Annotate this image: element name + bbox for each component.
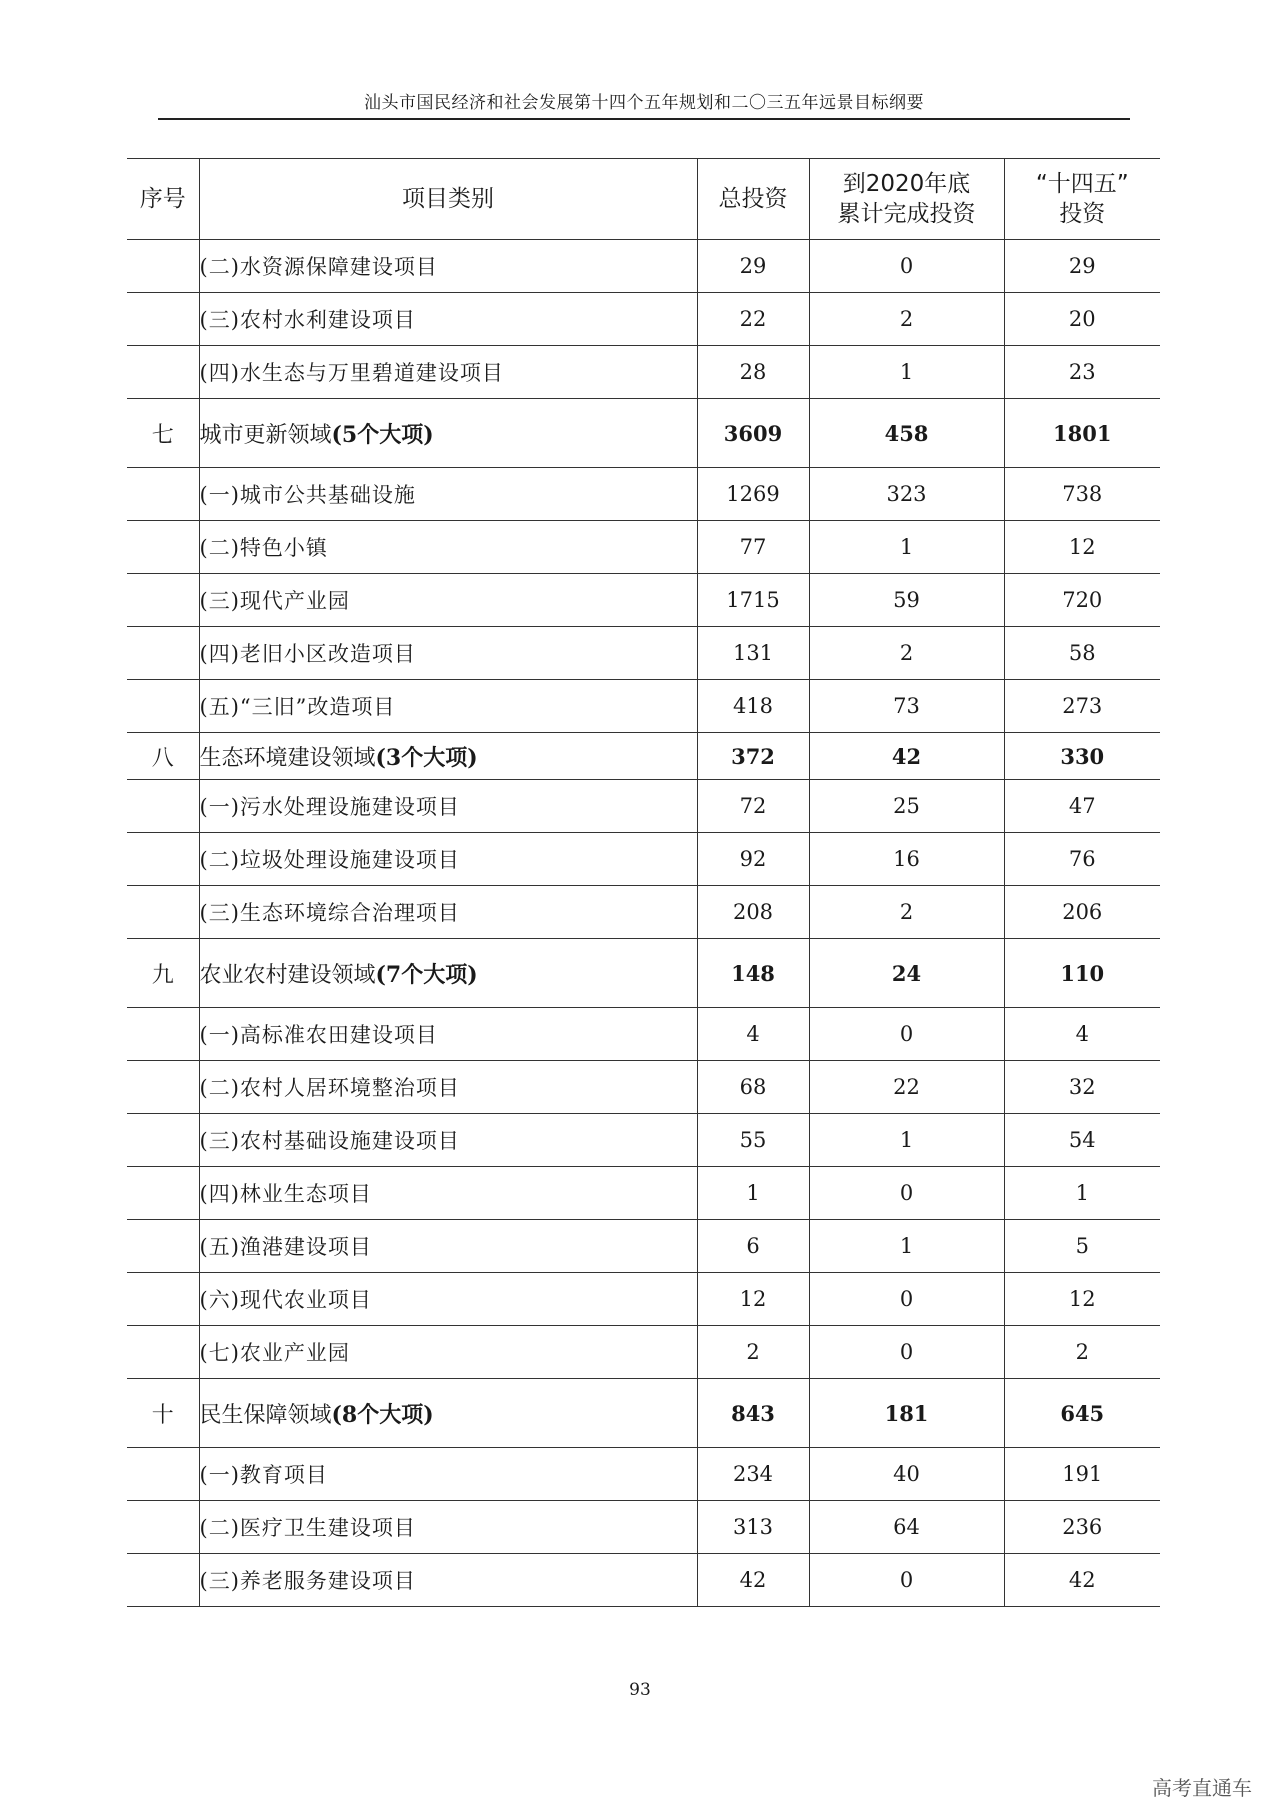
row-completed-investment: 22 [809,1061,1004,1114]
row-total-investment: 313 [697,1501,809,1554]
row-plan-investment: 29 [1004,240,1160,293]
row-category-name [199,680,697,733]
row-seq [127,780,199,833]
row-category-name [199,468,697,521]
row-category-name [199,780,697,833]
row-completed-investment: 0 [809,1554,1004,1607]
row-category-name [199,1326,697,1379]
row-completed-investment: 73 [809,680,1004,733]
investment-table [127,158,1160,1607]
header-plan-line1: “十四五” [1035,171,1129,197]
row-total-investment: 1269 [697,468,809,521]
table-row-subitem [127,468,1160,521]
row-completed-investment: 40 [809,1448,1004,1501]
row-seq [127,1326,199,1379]
table-row-subitem [127,886,1160,939]
row-total-investment: 148 [697,939,809,1008]
table-row-subitem [127,1554,1160,1607]
row-plan-investment: 738 [1004,468,1160,521]
table-row-subitem [127,780,1160,833]
table-row-category [127,733,1160,780]
row-total-investment: 68 [697,1061,809,1114]
row-plan-investment: 2 [1004,1326,1160,1379]
header-completed-line1: 到2020年底 [842,171,971,197]
row-completed-investment: 1 [809,1114,1004,1167]
row-name-text: (二)特色小镇 [199,536,328,560]
row-completed-investment: 16 [809,833,1004,886]
row-name-text: (三)生态环境综合治理项目 [199,901,460,925]
row-plan-investment: 58 [1004,627,1160,680]
row-plan-investment: 273 [1004,680,1160,733]
row-category-name [199,346,697,399]
table-row-subitem [127,1114,1160,1167]
row-completed-investment: 64 [809,1501,1004,1554]
row-plan-investment: 76 [1004,833,1160,886]
row-category-name [199,240,697,293]
row-plan-investment: 23 [1004,346,1160,399]
row-total-investment: 1715 [697,574,809,627]
row-name-text: (七)农业产业园 [199,1341,350,1365]
row-category-name [199,1167,697,1220]
row-completed-investment: 1 [809,346,1004,399]
row-name-text: (五)“三旧”改造项目 [199,695,396,719]
row-completed-investment: 323 [809,468,1004,521]
row-category-name [199,1061,697,1114]
row-completed-investment: 59 [809,574,1004,627]
row-plan-investment: 5 [1004,1220,1160,1273]
row-plan-investment: 236 [1004,1501,1160,1554]
table-row-subitem [127,240,1160,293]
row-plan-investment: 12 [1004,1273,1160,1326]
header-seq: 序号 [127,159,199,240]
row-plan-investment: 20 [1004,293,1160,346]
row-plan-investment: 191 [1004,1448,1160,1501]
row-category-name [199,1501,697,1554]
row-seq [127,833,199,886]
row-total-investment: 2 [697,1326,809,1379]
row-plan-investment: 32 [1004,1061,1160,1114]
row-category-name [199,1273,697,1326]
table-row-subitem [127,680,1160,733]
header-plan-line2: 投资 [1059,201,1106,227]
row-name-text: (二)医疗卫生建设项目 [199,1516,416,1540]
table-row-subitem [127,293,1160,346]
row-name-text: 城市更新领域 [199,422,332,448]
row-total-investment: 418 [697,680,809,733]
row-name-text: (四)老旧小区改造项目 [199,642,416,666]
row-total-investment: 6 [697,1220,809,1273]
row-total-investment: 42 [697,1554,809,1607]
header-completed-line2: 累计完成投资 [837,201,976,227]
watermark: 高考直通车 [1152,1776,1252,1800]
row-plan-investment: 4 [1004,1008,1160,1061]
document-header: 汕头市国民经济和社会发展第十四个五年规划和二〇三五年远景目标纲要 [364,93,924,113]
row-name-text: (一)教育项目 [199,1463,328,1487]
table-row-subitem [127,1008,1160,1061]
row-completed-investment: 2 [809,293,1004,346]
table-row-subitem [127,1061,1160,1114]
row-category-name [199,399,697,468]
row-name-count: (8个大项) [331,1401,434,1428]
row-total-investment: 843 [697,1379,809,1448]
row-total-investment: 12 [697,1273,809,1326]
row-category-name [199,574,697,627]
row-completed-investment: 2 [809,627,1004,680]
table-row-subitem [127,1273,1160,1326]
row-total-investment: 22 [697,293,809,346]
row-seq: 八 [127,733,199,780]
table-row-subitem [127,627,1160,680]
row-category-name [199,1114,697,1167]
row-name-text: 农业农村建设领域 [199,962,376,988]
row-name-text: (二)水资源保障建设项目 [199,255,438,279]
row-seq [127,627,199,680]
row-name-text: (一)污水处理设施建设项目 [199,795,460,819]
row-name-text: (二)垃圾处理设施建设项目 [199,848,460,872]
row-category-name [199,1448,697,1501]
row-category-name [199,833,697,886]
row-plan-investment: 12 [1004,521,1160,574]
row-category-name [199,1554,697,1607]
row-name-text: 民生保障领域 [199,1402,332,1428]
table-row-subitem [127,1501,1160,1554]
row-plan-investment: 645 [1004,1379,1160,1448]
table-row-subitem [127,1167,1160,1220]
row-total-investment: 208 [697,886,809,939]
row-category-name [199,886,697,939]
table-row-subitem [127,1326,1160,1379]
row-completed-investment: 0 [809,1167,1004,1220]
row-name-text: (六)现代农业项目 [199,1288,372,1312]
table-row-category [127,1379,1160,1448]
row-seq [127,521,199,574]
page-number: 93 [629,1680,651,1700]
table-row-subitem [127,1448,1160,1501]
row-total-investment: 28 [697,346,809,399]
row-total-investment: 372 [697,733,809,780]
row-seq: 九 [127,939,199,1008]
row-total-investment: 77 [697,521,809,574]
row-category-name [199,293,697,346]
row-seq: 十 [127,1379,199,1448]
row-plan-investment: 47 [1004,780,1160,833]
row-seq [127,680,199,733]
table-row-subitem [127,521,1160,574]
row-seq [127,1501,199,1554]
table-row-category [127,399,1160,468]
row-name-text: (一)城市公共基础设施 [199,483,416,507]
row-plan-investment: 110 [1004,939,1160,1008]
row-plan-investment: 54 [1004,1114,1160,1167]
row-plan-investment: 330 [1004,733,1160,780]
row-seq [127,346,199,399]
row-plan-investment: 42 [1004,1554,1160,1607]
row-category-name [199,627,697,680]
row-total-investment: 131 [697,627,809,680]
row-name-count: (3个大项) [375,744,478,771]
row-seq [127,293,199,346]
row-seq [127,1273,199,1326]
row-completed-investment: 0 [809,1008,1004,1061]
row-name-text: (三)农村水利建设项目 [199,308,416,332]
row-name-count: (7个大项) [375,961,478,988]
table-row-subitem [127,833,1160,886]
row-category-name [199,1008,697,1061]
header-category: 项目类别 [199,159,697,240]
row-completed-investment: 42 [809,733,1004,780]
row-total-investment: 3609 [697,399,809,468]
row-seq [127,1008,199,1061]
row-seq: 七 [127,399,199,468]
row-completed-investment: 2 [809,886,1004,939]
row-completed-investment: 24 [809,939,1004,1008]
row-completed-investment: 181 [809,1379,1004,1448]
row-completed-investment: 0 [809,240,1004,293]
row-category-name [199,1220,697,1273]
row-plan-investment: 206 [1004,886,1160,939]
row-category-name [199,939,697,1008]
row-total-investment: 1 [697,1167,809,1220]
row-name-text: (五)渔港建设项目 [199,1235,372,1259]
row-total-investment: 4 [697,1008,809,1061]
row-seq [127,1554,199,1607]
row-seq [127,1220,199,1273]
row-seq [127,1061,199,1114]
row-total-investment: 234 [697,1448,809,1501]
row-category-name [199,1379,697,1448]
row-plan-investment: 1 [1004,1167,1160,1220]
row-plan-investment: 720 [1004,574,1160,627]
table-row-category [127,939,1160,1008]
row-name-text: (一)高标准农田建设项目 [199,1023,438,1047]
row-name-text: (二)农村人居环境整治项目 [199,1076,460,1100]
table-row-subitem [127,574,1160,627]
row-name-text: (三)现代产业园 [199,589,350,613]
row-seq [127,1167,199,1220]
row-total-investment: 92 [697,833,809,886]
row-name-text: 生态环境建设领域 [199,745,376,771]
header-plan [1004,159,1160,240]
row-completed-investment: 0 [809,1273,1004,1326]
row-total-investment: 72 [697,780,809,833]
row-seq [127,1448,199,1501]
row-completed-investment: 25 [809,780,1004,833]
row-category-name [199,521,697,574]
row-name-text: (四)水生态与万里碧道建设项目 [199,361,504,385]
row-seq [127,574,199,627]
row-name-text: (三)养老服务建设项目 [199,1569,416,1593]
row-seq [127,468,199,521]
row-seq [127,1114,199,1167]
row-seq [127,240,199,293]
row-completed-investment: 458 [809,399,1004,468]
row-name-text: (四)林业生态项目 [199,1182,372,1206]
row-category-name [199,733,697,780]
table-row-subitem [127,1220,1160,1273]
row-total-investment: 55 [697,1114,809,1167]
row-name-text: (三)农村基础设施建设项目 [199,1129,460,1153]
row-completed-investment: 1 [809,521,1004,574]
row-name-count: (5个大项) [331,421,434,448]
row-completed-investment: 0 [809,1326,1004,1379]
header-completed [809,159,1004,240]
header-total: 总投资 [697,159,809,240]
table-body [127,240,1160,1607]
row-total-investment: 29 [697,240,809,293]
row-seq [127,886,199,939]
row-completed-investment: 1 [809,1220,1004,1273]
header-rule [158,118,1130,120]
row-plan-investment: 1801 [1004,399,1160,468]
table-row-subitem [127,346,1160,399]
table-header-row [127,159,1160,240]
